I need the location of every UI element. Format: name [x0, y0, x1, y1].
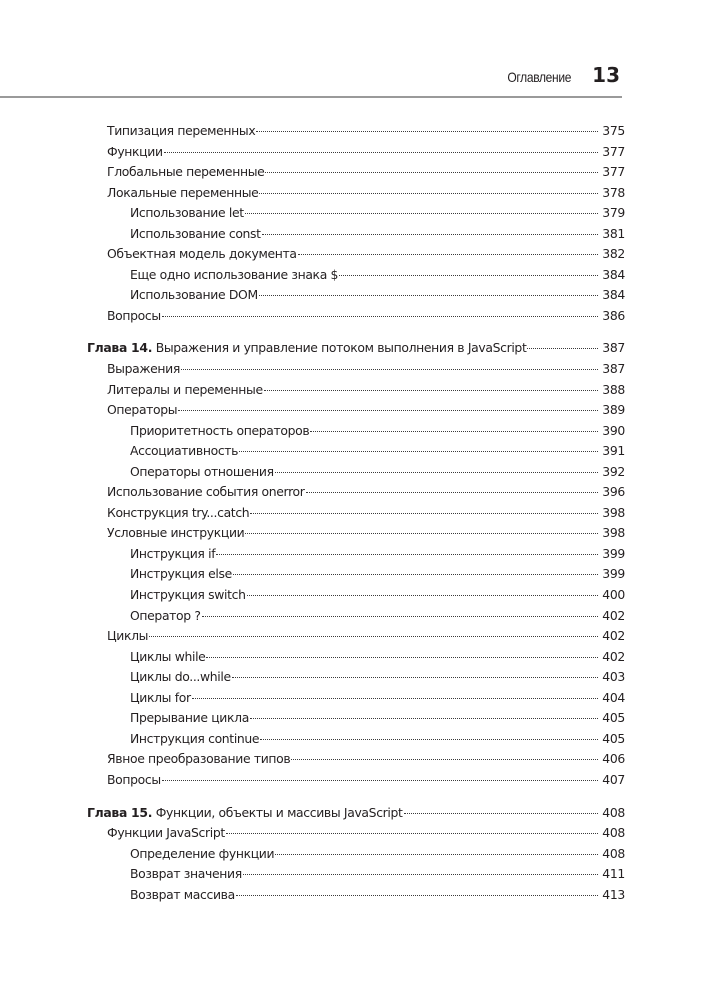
- toc-entry[interactable]: [107, 380, 625, 401]
- toc-entry-page: 391: [602, 443, 625, 459]
- page-number: 13: [592, 63, 620, 87]
- toc-entry-title: Инструкция continue: [130, 730, 260, 746]
- toc-chapter-entry[interactable]: [87, 338, 625, 359]
- chapter-title: Выражения и управление потоком выполнения в JavaScript: [152, 340, 527, 356]
- dot-leader: [162, 779, 598, 781]
- toc-entry-title: Конструкция try...catch: [107, 504, 250, 520]
- toc-entry[interactable]: [107, 142, 625, 163]
- toc-entry-page: 413: [602, 886, 625, 902]
- toc-entry[interactable]: [107, 647, 625, 668]
- dot-leader: [265, 171, 598, 173]
- toc-entry-title: [87, 803, 403, 824]
- toc-entry-title: Объектная модель документа: [107, 246, 297, 262]
- toc-entry-title: Использование DOM: [130, 287, 258, 303]
- dot-leader: [250, 717, 598, 719]
- dot-leader: [262, 233, 598, 235]
- toc-entry-page: 398: [602, 525, 625, 541]
- toc-entry-title: Литералы и переменные: [107, 381, 263, 397]
- toc-entry-title: Циклы: [107, 628, 149, 644]
- dot-leader: [226, 832, 598, 834]
- toc-entry-title: Прерывание цикла: [130, 710, 249, 726]
- toc-entry[interactable]: [107, 359, 625, 380]
- toc-entry[interactable]: [107, 626, 625, 647]
- toc-entry-title: Циклы for: [130, 689, 191, 705]
- toc-entry[interactable]: [107, 244, 625, 265]
- toc-entry-page: 405: [602, 730, 625, 746]
- toc-entry[interactable]: [107, 544, 625, 565]
- toc-entry-page: 399: [602, 566, 625, 582]
- toc-entry-page: 377: [602, 143, 625, 159]
- toc-entry[interactable]: [107, 265, 625, 286]
- toc-entry[interactable]: [107, 183, 625, 204]
- toc-entry-title: Еще одно использование знака $: [130, 266, 339, 282]
- toc-entry-title: Выражения: [107, 361, 180, 377]
- dot-leader: [245, 532, 598, 534]
- toc-entry-page: 392: [602, 463, 625, 479]
- dot-leader: [247, 594, 598, 596]
- toc-entry-title: Возврат значения: [130, 866, 242, 882]
- toc-entry[interactable]: [107, 400, 625, 421]
- toc-entry-page: 408: [602, 825, 625, 841]
- toc-entry-page: 399: [602, 545, 625, 561]
- dot-leader: [202, 615, 598, 617]
- toc-entry[interactable]: [107, 162, 625, 183]
- toc-entry-page: 390: [602, 422, 625, 438]
- dot-leader: [206, 656, 598, 658]
- toc-entry-title: Условные инструкции: [107, 525, 245, 541]
- toc-entry-page: 408: [602, 845, 625, 861]
- toc-entry[interactable]: [107, 606, 625, 627]
- running-header-section-title: Оглавление: [507, 69, 571, 85]
- toc-entry-title: Явное преобразование типов: [107, 751, 291, 767]
- toc-entry[interactable]: [107, 708, 625, 729]
- toc-entry-page: 402: [602, 628, 625, 644]
- toc-entry-title: [87, 338, 526, 359]
- toc-entry-title: Операторы отношения: [130, 463, 274, 479]
- toc-entry-page: 389: [602, 402, 625, 418]
- toc-entry-title: Инструкция else: [130, 566, 232, 582]
- toc-chapter-entry[interactable]: [87, 803, 625, 824]
- dot-leader: [178, 409, 598, 411]
- toc-entry-page: 406: [602, 751, 625, 767]
- toc-entry-page: 387: [602, 361, 625, 377]
- toc-entry-page: 408: [602, 804, 625, 820]
- toc-entry-title: Глобальные переменные: [107, 164, 265, 180]
- toc-entry-page: 404: [602, 689, 625, 705]
- chapter-number: Глава 14.: [87, 340, 153, 356]
- dot-leader: [216, 553, 598, 555]
- toc-entry-page: 381: [602, 225, 625, 241]
- toc-entry-page: 384: [602, 266, 625, 282]
- toc-entry-page: 402: [602, 648, 625, 664]
- dot-leader: [275, 853, 598, 855]
- toc-entry-page: 386: [602, 307, 625, 323]
- dot-leader: [192, 697, 598, 699]
- dot-leader: [162, 315, 598, 317]
- toc-entry[interactable]: [107, 285, 625, 306]
- toc-entry-title: Локальные переменные: [107, 184, 259, 200]
- dot-leader: [306, 491, 598, 493]
- toc-entry[interactable]: [107, 729, 625, 750]
- toc-entry-title: Ассоциативность: [130, 443, 239, 459]
- toc-entry[interactable]: [107, 823, 625, 844]
- toc-entry[interactable]: [107, 224, 625, 245]
- toc-entry[interactable]: [107, 503, 625, 524]
- toc-entry-title: Циклы while: [130, 648, 206, 664]
- dot-leader: [339, 274, 598, 276]
- toc-entry[interactable]: [107, 585, 625, 606]
- toc-entry-title: Циклы do...while: [130, 669, 231, 685]
- toc-entry-title: Использование let: [130, 205, 244, 221]
- toc-entry-title: Определение функции: [130, 845, 275, 861]
- dot-leader: [298, 253, 598, 255]
- dot-leader: [259, 192, 598, 194]
- toc-entry[interactable]: [107, 121, 625, 142]
- toc-entry[interactable]: [107, 667, 625, 688]
- toc-entry-page: 378: [602, 184, 625, 200]
- table-of-contents: [87, 121, 625, 905]
- toc-entry[interactable]: [107, 306, 625, 327]
- dot-leader: [239, 450, 598, 452]
- toc-entry-page: 387: [602, 340, 625, 356]
- toc-entry-page: 382: [602, 246, 625, 262]
- dot-leader: [250, 512, 598, 514]
- toc-entry-title: Вопросы: [107, 771, 161, 787]
- toc-entry-title: Использование const: [130, 225, 261, 241]
- toc-entry[interactable]: [107, 482, 625, 503]
- dot-leader: [245, 212, 598, 214]
- dot-leader: [233, 573, 598, 575]
- toc-entry[interactable]: [107, 688, 625, 709]
- toc-entry[interactable]: [107, 770, 625, 791]
- dot-leader: [149, 635, 598, 637]
- dot-leader: [275, 471, 598, 473]
- toc-entry[interactable]: [107, 864, 625, 885]
- toc-entry[interactable]: [107, 885, 625, 906]
- dot-leader: [164, 151, 598, 153]
- dot-leader: [291, 758, 598, 760]
- chapter-number: Глава 15.: [87, 804, 153, 820]
- toc-entry-page: 405: [602, 710, 625, 726]
- toc-entry-title: Функции: [107, 143, 163, 159]
- toc-entry-page: 377: [602, 164, 625, 180]
- dot-leader: [256, 130, 598, 132]
- dot-leader: [260, 738, 598, 740]
- dot-leader: [243, 873, 598, 875]
- toc-entry[interactable]: [107, 523, 625, 544]
- dot-leader: [236, 894, 598, 896]
- toc-entry-page: 402: [602, 607, 625, 623]
- dot-leader: [264, 389, 598, 391]
- toc-entry-page: 396: [602, 484, 625, 500]
- toc-entry-page: 398: [602, 504, 625, 520]
- toc-entry-title: Использование события onerror: [107, 484, 305, 500]
- chapter-title: Функции, объекты и массивы JavaScript: [152, 804, 403, 820]
- toc-entry[interactable]: [107, 844, 625, 865]
- toc-entry[interactable]: [107, 564, 625, 585]
- dot-leader: [404, 812, 598, 814]
- dot-leader: [232, 676, 598, 678]
- toc-entry-title: Типизация переменных: [107, 123, 256, 138]
- toc-entry-title: Вопросы: [107, 307, 161, 323]
- toc-entry-page: 403: [602, 669, 625, 685]
- dot-leader: [527, 347, 598, 349]
- toc-entry[interactable]: [107, 421, 625, 442]
- toc-entry-page: 375: [602, 123, 625, 138]
- toc-entry-title: Операторы: [107, 402, 178, 418]
- toc-entry[interactable]: [107, 462, 625, 483]
- toc-entry-page: 407: [602, 771, 625, 787]
- toc-entry-title: Инструкция if: [130, 545, 216, 561]
- toc-entry-title: Оператор ?: [130, 607, 201, 623]
- toc-entry-page: 384: [602, 287, 625, 303]
- toc-entry-title: Функции JavaScript: [107, 825, 225, 841]
- toc-entry[interactable]: [107, 749, 625, 770]
- dot-leader: [181, 368, 598, 370]
- toc-entry-page: 388: [602, 381, 625, 397]
- toc-entry-page: 411: [602, 866, 625, 882]
- toc-entry-page: 379: [602, 205, 625, 221]
- toc-entry[interactable]: [107, 203, 625, 224]
- toc-entry-page: 400: [602, 587, 625, 603]
- dot-leader: [259, 294, 598, 296]
- toc-entry-title: Возврат массива: [130, 886, 235, 902]
- toc-entry[interactable]: [107, 441, 625, 462]
- toc-entry-title: Приоритетность операторов: [130, 422, 310, 438]
- toc-entry-title: Инструкция switch: [130, 587, 246, 603]
- running-header: [0, 60, 622, 98]
- dot-leader: [310, 430, 598, 432]
